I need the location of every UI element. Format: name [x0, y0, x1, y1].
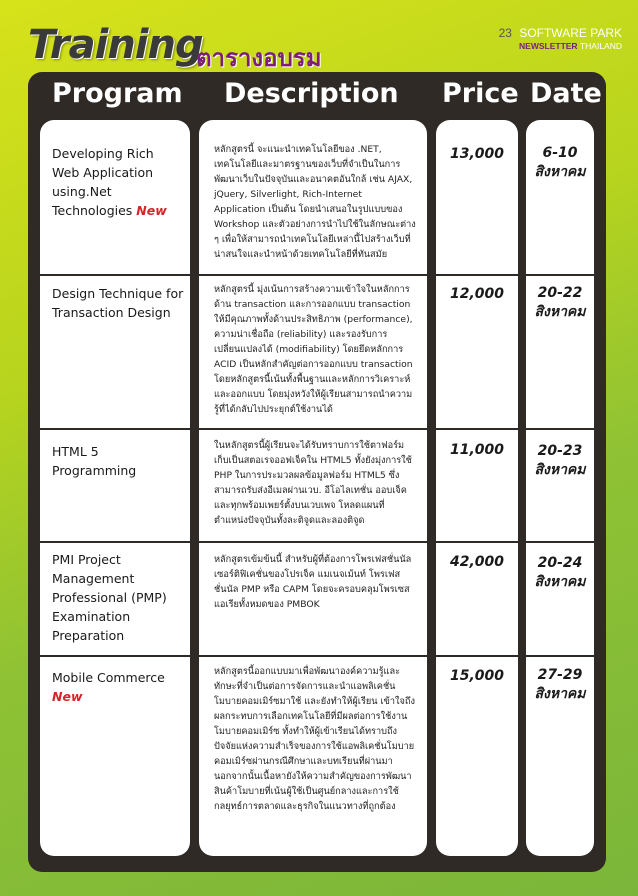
row-divider	[40, 274, 594, 276]
brand-thailand: THAILAND	[579, 41, 622, 51]
column-header-description: Description	[224, 78, 399, 109]
program-name: Design Technique for Transaction Design	[52, 286, 184, 320]
program-name: PMI Project Management Professional (PMP) Examination Preparation	[52, 552, 167, 643]
column-header-price: Price	[442, 78, 519, 109]
program-name: Developing Rich Web Application using.Net Technologies New	[52, 146, 167, 218]
brand-newsletter: NEWSLETTER	[519, 41, 578, 51]
page-title-thai: ตารางอบรม	[196, 44, 322, 72]
program-price: 42,000	[449, 554, 505, 570]
row-divider	[40, 655, 594, 657]
program-description: หลักสูตรนี้ มุ่งเน้นการสร้างความเข้าใจในหลักการด้าน transaction และการออกแบบ transaction ให้มีคุณภาพทั้งด้านประสิทธิภาพ (performance), ความน่าเชื่อถือ (reliability) และรองรับการเปลี่ยนแปลงได้ (modifiability) โดยยึดหลักการ ACID เป็นหลักสำคัญต่อการออกแบบ transaction โดยหลักสูตรนี้เน้นทั้งพื้นฐานและหลักการวิเคราะห์และออกแบบ โดยมุ่งหวังให้ผู้เรียนสามารถนำความรู้ที่ได้กลับไปประยุกต์ใช้งานได้	[214, 284, 413, 415]
program-date: 20-23 สิงหาคม	[534, 443, 586, 478]
program-name: Mobile Commerce New	[52, 668, 184, 706]
program-date: 6-10 สิงหาคม	[534, 145, 586, 180]
program-price: 15,000	[449, 668, 505, 684]
program-name: HTML 5 Programming	[52, 444, 137, 478]
column-header-program: Program	[52, 78, 183, 109]
program-description: หลักสูตรนี้ จะแนะนำเทคโนโลยีของ .NET, เทคโนโลยีและมาตรฐานของเว็บที่จำเป็นในการพัฒนาเว็บในปัจจุบันและอนาคตอันใกล้ เช่น AJAX, jQuery, Silverlight, Rich-Internet Application เป็นต้น โดยนำเสนอในรูปแบบของ Workshop และตัวอย่างการนำไปใช้ในลักษณะต่าง ๆ เพื่อให้สามารถนำเทคโนโลยีเหล่านี้ไปสร้างเว็บที่น่าสนใจและนำหน้าด้วยเทคโนโลยีที่ทันสมัย	[214, 144, 416, 260]
program-price: 11,000	[449, 442, 505, 458]
program-price: 13,000	[449, 146, 505, 162]
program-column	[40, 120, 190, 856]
page-title: Training	[28, 22, 203, 68]
new-badge: New	[136, 203, 167, 218]
new-badge: New	[52, 689, 83, 704]
schedule-table	[28, 72, 606, 872]
price-column	[436, 120, 518, 856]
program-date: 20-24 สิงหาคม	[534, 555, 586, 590]
row-divider	[40, 541, 594, 543]
program-price: 12,000	[449, 286, 505, 302]
page-number: 23	[498, 26, 512, 40]
date-column	[526, 120, 594, 856]
program-date: 20-22 สิงหาคม	[534, 285, 586, 320]
program-description: หลักสูตรนี้ออกแบบมาเพื่อพัฒนาองค์ความรู้และทักษะที่จำเป็นต่อการจัดการและนำแอพลิเคชั่นโมบายคอมเมิร์ซมาใช้ และยังทำให้ผู้เรียน เข้าใจถึงผลกระทบการเลือกเทคโนโลยีที่มีผลต่อการใช้งานโมบายคอมเมิร์ซ ทั้งทำให้ผู้เข้าเรียนได้ทราบถึงปัจจัยแห่งความสำเร็จของการใช้แอพลิเคชั่นโมบายคอมเมิร์ซผ่านกรณีศึกษาและบทเรียนที่ผ่านมา นอกจากนั้นเนื้อหายังให้ความสำคัญของการพัฒนาสินค้าโมบายที่เน้นผู้ใช้เป็นศูนย์กลางและการใช้กลยุทธ์การตลาดและธุรกิจในแนวทางที่ถูกต้อง	[214, 666, 415, 812]
row-divider	[40, 428, 594, 430]
program-date: 27-29 สิงหาคม	[534, 667, 586, 702]
program-description: ในหลักสูตรนี้ผู้เรียนจะได้รับทราบการใช้ตาฟอร์มเก็บเป็นสตอเรจออฟเจ็คใน HTML5 ทั้งยังมุ่งการใช้ PHP ในการประมวลผลข้อมูลฟอร์ม HTML5 ซึ่งสามารถรับส่งอีเมลผ่านเวบ. อีโอไลเทชั่น ออบเจ็คและทุกพร้อมเพยร์ตั้งบนเวบเพจ โหลดแผนที่ตำแหน่งปัจจุบันทั้งละติจูดและลองติจูด	[214, 440, 412, 526]
column-header-date: Date	[530, 78, 602, 109]
brand-name: SOFTWARE PARK	[519, 26, 622, 40]
brand-logo	[499, 26, 622, 51]
program-description: หลักสูตรเข้มข้นนี้ สำหรับผู้ที่ต้องการโพรเฟสชั่นนัลเซอร์ติฟิเคชั่นของโปรเจ็ค แมเนจเม้นท์ โพรเฟสชั่นนัล PMP หรือ CAPM โดยจะครอบคลุมโพรเซสแอเรียทั้งหมดของ PMBOK	[214, 554, 412, 610]
